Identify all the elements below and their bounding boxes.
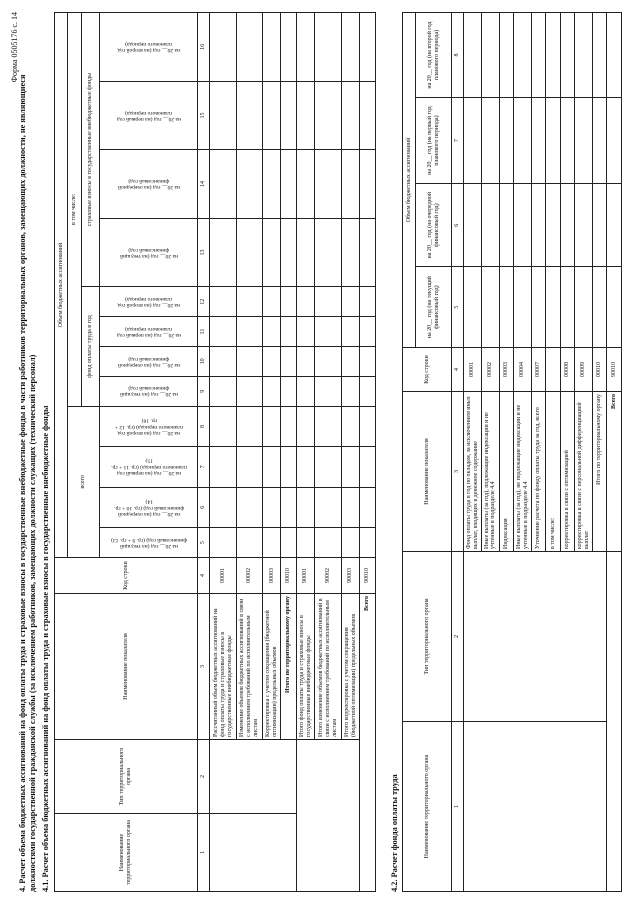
value-cell xyxy=(236,287,263,317)
value-cell xyxy=(341,218,359,287)
row-label: Корректировка с учетом сокращения (бюджетной оптимизации) предельных объемов xyxy=(263,594,281,740)
value-cell xyxy=(315,13,342,82)
value-cell xyxy=(315,150,342,219)
value-cell xyxy=(514,184,532,267)
value-cell xyxy=(297,317,315,347)
value-cell xyxy=(297,528,315,558)
th-c14: на 20__ год (на очередной финансовый год) xyxy=(100,150,198,219)
value-cell xyxy=(341,528,359,558)
row-code: 00003 xyxy=(263,558,281,594)
row-label: Фонд оплаты труда в год по окладам, за исключением иных выплат, входящих в денежное содержание xyxy=(464,392,482,552)
value-cell xyxy=(315,287,342,317)
value-cell xyxy=(360,150,376,219)
value-cell xyxy=(281,287,297,317)
value-cell xyxy=(263,150,281,219)
value-cell xyxy=(341,346,359,376)
th2-c7: на 20__ год (на первый год планового периода) xyxy=(416,98,452,184)
value-cell xyxy=(210,447,237,487)
row-code: 00004 xyxy=(514,348,532,392)
value-cell xyxy=(297,487,315,527)
value-cell xyxy=(607,13,622,98)
value-cell xyxy=(236,346,263,376)
value-cell xyxy=(281,447,297,487)
value-cell xyxy=(360,376,376,406)
value-cell xyxy=(263,447,281,487)
th2-org-name: Наименование территориального органа xyxy=(403,722,452,892)
section-4-2-title: 4.2. Расчет фонда оплаты труда xyxy=(390,774,399,892)
value-cell xyxy=(514,13,532,98)
value-cell xyxy=(464,184,482,267)
value-cell xyxy=(263,346,281,376)
row-code: 00010 xyxy=(593,348,607,392)
total-label: Всего xyxy=(360,594,376,892)
value-cell xyxy=(341,13,359,82)
value-cell xyxy=(263,487,281,527)
value-cell xyxy=(236,218,263,287)
value-cell xyxy=(263,81,281,150)
th-org-type: Тип территориального органа xyxy=(55,740,198,814)
value-cell xyxy=(263,528,281,558)
row-label: Итого по территориальному органу xyxy=(593,392,607,552)
value-cell xyxy=(464,13,482,98)
rotated-form-sheet xyxy=(10,12,630,892)
th-c9: на 20__ год (на текущий финансовый год) xyxy=(100,376,198,406)
row-code: 00003 xyxy=(499,348,513,392)
total-row xyxy=(360,13,376,892)
value-cell xyxy=(341,487,359,527)
value-cell xyxy=(546,267,560,348)
value-cell xyxy=(210,287,237,317)
th-c8: на 20__ год (на второй год планового периода) (гр. 12 + гр. 16) xyxy=(100,406,198,446)
th-fot: фонд оплаты труда в год xyxy=(81,287,99,406)
th2-indicator: Наименование показателя xyxy=(403,392,452,552)
value-cell xyxy=(210,81,237,150)
column-number-row-2: 1 2 3 4 5 6 7 8 xyxy=(452,13,464,892)
th2-c6: на 20__ год (на очередной финансовый год) xyxy=(416,184,452,267)
th-v-tom-chisle: в том числе: xyxy=(68,13,81,407)
row-label: Индексация xyxy=(499,392,513,552)
table-row xyxy=(607,13,622,892)
value-cell xyxy=(464,98,482,184)
value-cell xyxy=(593,13,607,98)
th-total-group: Объем бюджетных ассигнований xyxy=(55,13,68,558)
value-cell xyxy=(297,346,315,376)
row-code: 00008 xyxy=(560,348,574,392)
value-cell xyxy=(532,267,546,348)
form-number: Форма 0505176 с. 14 xyxy=(10,12,19,83)
value-cell xyxy=(210,406,237,446)
row-code: 00010 xyxy=(281,558,297,594)
value-cell xyxy=(360,447,376,487)
row-label: Уточнение расчета по фонду оплаты труда за год, всего xyxy=(532,392,546,552)
value-cell xyxy=(560,267,574,348)
value-cell xyxy=(532,184,546,267)
row-code: 00002 xyxy=(236,558,263,594)
value-cell xyxy=(514,98,532,184)
row-label: корректировка в связи с персональной дифференциацией выплат xyxy=(575,392,593,552)
value-cell xyxy=(281,81,297,150)
value-cell xyxy=(607,184,622,267)
row-label: Итого изменение объемов бюджетных ассигнований в связи с исполнением требований по исполнительным листам xyxy=(315,594,342,740)
value-cell xyxy=(499,184,513,267)
value-cell xyxy=(263,218,281,287)
value-cell xyxy=(341,317,359,347)
cell-org-type xyxy=(464,552,607,722)
value-cell xyxy=(236,13,263,82)
value-cell xyxy=(360,528,376,558)
th-c10: на 20__ год (на очередной финансовый год) xyxy=(100,346,198,376)
value-cell xyxy=(546,184,560,267)
value-cell xyxy=(575,98,593,184)
table-4-2 xyxy=(402,12,622,892)
value-cell xyxy=(482,267,500,348)
value-cell xyxy=(315,406,342,446)
value-cell xyxy=(482,184,500,267)
section-4-1-title: 4.1. Расчет объема бюджетных ассигнований на фонд оплаты труда и страховые взносы в государственные внебюджетные фонды xyxy=(41,405,50,892)
value-cell xyxy=(341,376,359,406)
value-cell xyxy=(297,13,315,82)
th-c7: на 20__ год (на первый год планового периода) (гр. 11 + гр. 15) xyxy=(100,447,198,487)
row-code: 00007 xyxy=(532,348,546,392)
value-cell xyxy=(210,218,237,287)
row-code: 90003 xyxy=(341,558,359,594)
th2-org-type: Тип территориального органа xyxy=(403,552,452,722)
value-cell xyxy=(297,406,315,446)
th-insurance: страховые взносы в государственные внебюджетные фонды xyxy=(81,13,99,287)
table-row xyxy=(297,13,315,892)
value-cell xyxy=(297,376,315,406)
value-cell xyxy=(546,98,560,184)
value-cell xyxy=(341,150,359,219)
value-cell xyxy=(281,487,297,527)
value-cell xyxy=(360,287,376,317)
cell-org-type xyxy=(210,740,297,814)
value-cell xyxy=(210,150,237,219)
value-cell xyxy=(236,317,263,347)
total-code: 90010 xyxy=(360,558,376,594)
value-cell xyxy=(236,447,263,487)
value-cell xyxy=(360,13,376,82)
value-cell xyxy=(341,406,359,446)
th-c13: на 20__ год (на текущий финансовый год) xyxy=(100,218,198,287)
cell-org-name xyxy=(464,722,607,892)
value-cell xyxy=(236,406,263,446)
value-cell xyxy=(464,267,482,348)
cell-empty-merged xyxy=(607,552,622,892)
row-label: Всего xyxy=(607,392,622,552)
th-c11: на 20__ год (на первый год планового периода) xyxy=(100,317,198,347)
th-c12: на 20__ год (на второй год планового периода) xyxy=(100,287,198,317)
th2-c8: на 20__ год (на второй год планового периода) xyxy=(416,13,452,98)
value-cell xyxy=(546,13,560,98)
row-code xyxy=(546,348,560,392)
value-cell xyxy=(560,184,574,267)
value-cell xyxy=(341,287,359,317)
value-cell xyxy=(499,98,513,184)
row-label: Рассчитанный объем бюджетных ассигнований на фонд оплаты труда и страховые взносы в государственные внебюджетные фонды xyxy=(210,594,237,740)
value-cell xyxy=(514,267,532,348)
value-cell xyxy=(210,376,237,406)
value-cell xyxy=(281,376,297,406)
th-c6: на 20__ год (на очередной финансовый год) (гр. 10 + гр. 14) xyxy=(100,487,198,527)
row-label: корректировка в связи с оптимизацией xyxy=(560,392,574,552)
th-code: Код строки xyxy=(55,558,198,594)
value-cell xyxy=(315,81,342,150)
value-cell xyxy=(281,406,297,446)
value-cell xyxy=(263,13,281,82)
value-cell xyxy=(482,98,500,184)
value-cell xyxy=(297,218,315,287)
th-vsego: всего xyxy=(68,406,100,557)
value-cell xyxy=(315,376,342,406)
value-cell xyxy=(210,317,237,347)
value-cell xyxy=(297,287,315,317)
value-cell xyxy=(315,487,342,527)
value-cell xyxy=(236,487,263,527)
value-cell xyxy=(593,184,607,267)
row-label: Итого фонд оплаты труда и страховые взносы в государственные внебюджетные фонды xyxy=(297,594,315,740)
section-4-title: 4. Расчет объема бюджетных ассигнований на фонд оплаты труда и страховые взносы в государственные внебюджетные фонды в части работников территориальных органов, замещающих должности, не являющиеся должностями государственной гражданской службы (за исключением работников, замещающих должности служащих (технический персонал) xyxy=(18,74,37,892)
value-cell xyxy=(210,13,237,82)
value-cell xyxy=(297,81,315,150)
value-cell xyxy=(281,346,297,376)
value-cell xyxy=(210,346,237,376)
th-c5: на 20__ год (на текущий финансовый год) (гр. 9 + гр. 13) xyxy=(100,528,198,558)
table-row xyxy=(464,13,482,892)
value-cell xyxy=(360,487,376,527)
row-code: 00002 xyxy=(482,348,500,392)
value-cell xyxy=(236,528,263,558)
row-code: 90010 xyxy=(607,348,622,392)
value-cell xyxy=(281,317,297,347)
value-cell xyxy=(263,317,281,347)
row-label: Итого по территориальному органу xyxy=(281,594,297,740)
row-label: Изменение объемов бюджетных ассигнований в связи с исполнением требований по исполнительным листам xyxy=(236,594,263,740)
value-cell xyxy=(575,13,593,98)
th-indicator: Наименование показателя xyxy=(55,594,198,740)
value-cell xyxy=(236,376,263,406)
value-cell xyxy=(560,13,574,98)
column-number-row: 1 2 3 4 5 6 7 8 9 10 11 12 13 14 15 16 xyxy=(198,13,210,892)
table-4-1 xyxy=(54,12,376,892)
value-cell xyxy=(281,528,297,558)
row-code: 90002 xyxy=(315,558,342,594)
value-cell xyxy=(607,98,622,184)
th2-c5: на 20__ год (на текущий финансовый год) xyxy=(416,267,452,348)
th2-code: Код строки xyxy=(403,348,452,392)
value-cell xyxy=(360,406,376,446)
row-code: 00001 xyxy=(210,558,237,594)
cell-empty-merged xyxy=(297,740,360,892)
row-label: Итого корректировка с учетом сокращения (бюджетной оптимизации) предельных объемов xyxy=(341,594,359,740)
value-cell xyxy=(210,487,237,527)
th-c15: на 20__ год (на первый год планового периода) xyxy=(100,81,198,150)
th-c16: на 20__ год (на второй год планового периода) xyxy=(100,13,198,82)
value-cell xyxy=(315,346,342,376)
cell-org-name xyxy=(210,814,297,892)
value-cell xyxy=(593,267,607,348)
value-cell xyxy=(341,81,359,150)
value-cell xyxy=(297,150,315,219)
value-cell xyxy=(575,184,593,267)
value-cell xyxy=(532,98,546,184)
value-cell xyxy=(360,346,376,376)
table-row xyxy=(210,13,237,892)
value-cell xyxy=(236,150,263,219)
value-cell xyxy=(315,528,342,558)
value-cell xyxy=(499,267,513,348)
value-cell xyxy=(315,447,342,487)
value-cell xyxy=(499,13,513,98)
row-code: 00009 xyxy=(575,348,593,392)
value-cell xyxy=(315,317,342,347)
row-label: в том числе: xyxy=(546,392,560,552)
row-code: 90001 xyxy=(297,558,315,594)
th2-group: Объем бюджетных ассигнований xyxy=(403,13,416,348)
value-cell xyxy=(281,13,297,82)
value-cell xyxy=(263,406,281,446)
value-cell xyxy=(315,218,342,287)
value-cell xyxy=(281,218,297,287)
row-label: Иные выплаты (за год), подлежащие индексации и не учтенные в подразделе 4.4 xyxy=(482,392,500,552)
value-cell xyxy=(593,98,607,184)
value-cell xyxy=(263,287,281,317)
row-label: Иные выплаты (за год), не подлежащие индексации и не учтенные в подразделе 4.4 xyxy=(514,392,532,552)
value-cell xyxy=(360,218,376,287)
value-cell xyxy=(281,150,297,219)
value-cell xyxy=(236,81,263,150)
value-cell xyxy=(482,13,500,98)
value-cell xyxy=(297,447,315,487)
value-cell xyxy=(263,376,281,406)
value-cell xyxy=(607,267,622,348)
value-cell xyxy=(341,447,359,487)
value-cell xyxy=(560,98,574,184)
value-cell xyxy=(575,267,593,348)
value-cell xyxy=(210,528,237,558)
th-org-name: Наименование территориального органа xyxy=(55,814,198,892)
row-code: 00001 xyxy=(464,348,482,392)
value-cell xyxy=(532,13,546,98)
value-cell xyxy=(360,317,376,347)
value-cell xyxy=(360,81,376,150)
